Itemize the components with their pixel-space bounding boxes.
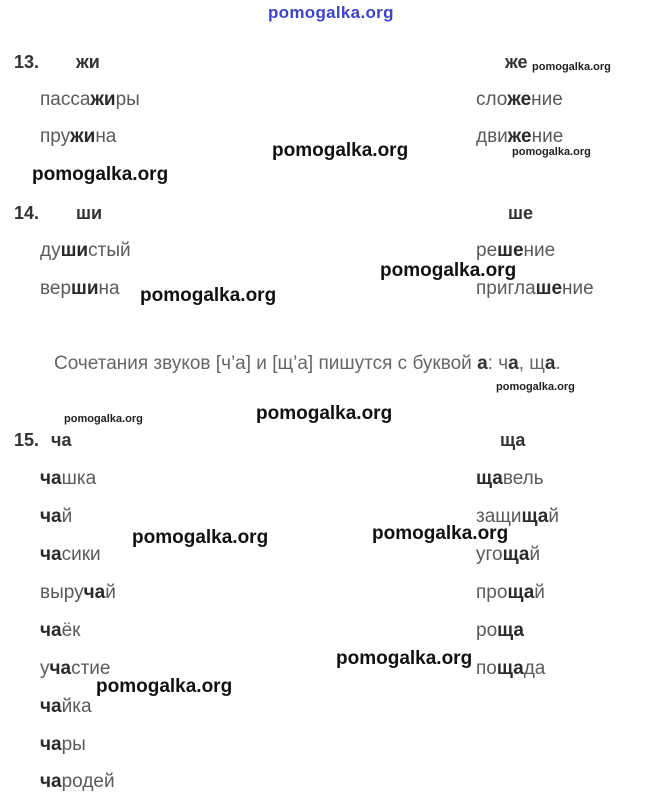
watermark: pomogalka.org: [532, 61, 611, 73]
exercise-13-number: 13.: [14, 52, 40, 72]
word: сложение: [476, 89, 563, 110]
watermark: pomogalka.org: [140, 285, 277, 306]
word: участие: [40, 658, 111, 679]
watermark: pomogalka.org: [132, 527, 269, 548]
word: приглашение: [476, 278, 594, 299]
watermark: pomogalka.org: [96, 676, 233, 697]
exercise-13-right-head: же: [505, 52, 528, 72]
word: щавель: [476, 468, 544, 489]
exercise-15-number: 15.: [14, 430, 40, 450]
word: решение: [476, 240, 556, 261]
watermark: pomogalka.org: [372, 523, 509, 544]
word: душистый: [40, 240, 131, 261]
word: чаёк: [40, 620, 81, 641]
word: чары: [40, 734, 86, 755]
exercise-14-left-head: ши: [76, 203, 103, 223]
watermark: pomogalka.org: [272, 140, 409, 161]
exercise-15-right-head: ща: [500, 430, 526, 450]
watermark: pomogalka.org: [336, 648, 473, 669]
word: прощай: [476, 582, 545, 603]
watermark: pomogalka.org: [380, 260, 517, 281]
word: защищай: [476, 506, 559, 527]
word: вершина: [40, 278, 120, 299]
word: угощай: [476, 544, 541, 565]
watermark: pomogalka.org: [32, 164, 169, 185]
exercise-15-left-head: ча: [51, 430, 72, 450]
watermark: pomogalka.org: [256, 403, 393, 424]
watermark: pomogalka.org: [64, 413, 143, 425]
word: пощада: [476, 658, 546, 679]
exercise-14-right-head: ше: [508, 203, 534, 223]
word: движение: [476, 126, 564, 147]
word: чай: [40, 506, 73, 527]
word: чашка: [40, 468, 97, 489]
word: чайка: [40, 696, 92, 717]
watermark: pomogalka.org: [496, 381, 575, 393]
word: роща: [476, 620, 524, 641]
word: пружина: [40, 126, 117, 147]
exercise-13-left-head: жи: [76, 52, 100, 72]
rule-text: Сочетания звуков [ч’а] и [щ’а] пишутся с буквой а: ча, ща.: [54, 353, 561, 374]
word: пассажиры: [40, 89, 140, 110]
watermark: pomogalka.org: [512, 146, 591, 158]
watermark-header: pomogalka.org: [268, 3, 394, 22]
word: выручай: [40, 582, 116, 603]
exercise-14-number: 14.: [14, 203, 40, 223]
word: часики: [40, 544, 101, 565]
word: чародей: [40, 771, 115, 792]
